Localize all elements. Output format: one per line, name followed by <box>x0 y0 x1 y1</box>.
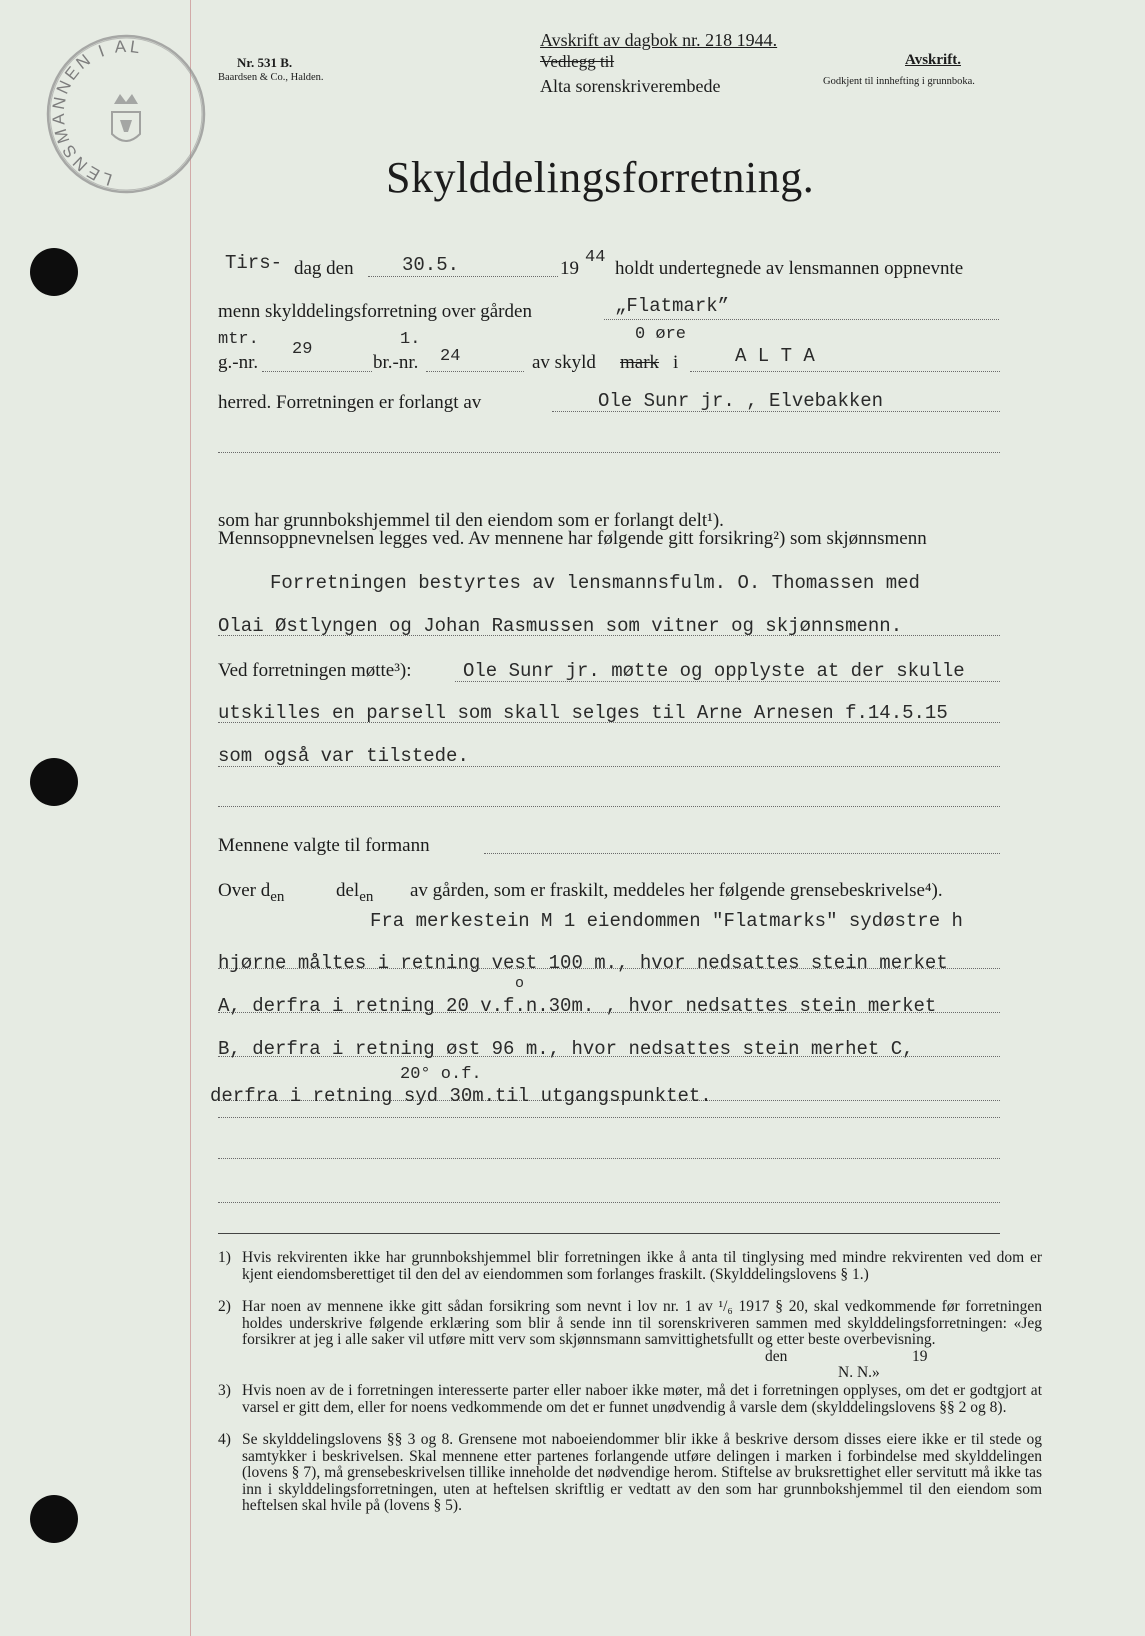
form-text: som har grunnbokshjemmel til den eiendom som er forlangt delt¹). <box>218 510 724 531</box>
form-text: Mennsoppnevnelsen legges ved. Av mennene har følgende gitt forsikring²) som skjønnsmenn <box>218 528 927 549</box>
footnote-mark: 4) <box>218 1431 231 1448</box>
form-text: holdt undertegnede av lensmannen oppnevnte <box>615 258 964 279</box>
meeting-date: 30.5. <box>402 254 460 276</box>
skyld-label: av skyld <box>532 352 596 373</box>
form-text: av gården, som er fraskilt, meddeles her følgende grensebeskrivelse⁴). <box>410 880 943 901</box>
bnr-sup: 1. <box>400 330 421 349</box>
svg-text:LENSMANNEN I ALTA <box>42 30 144 198</box>
mtr-note: mtr. <box>218 330 259 349</box>
form-text: Ved forretningen møtte³): <box>218 660 412 681</box>
year-prefix: 19 <box>560 258 579 279</box>
punch-hole <box>30 248 78 296</box>
footnote-text: Hvis rekvirenten ikke har grunnbokshjemmel blir forretningen ikke å anta til tinglysing med mindre rekvirenten ved dom er kjent eiendomsberettiget til den del av eiendommen som forlanges fraskilt. (Skylddelingslovens § 1.) <box>242 1249 1042 1283</box>
margin-rule <box>190 0 191 1636</box>
footnote-year: 19 <box>912 1348 928 1365</box>
typed-line: Olai Østlyngen og Johan Rasmussen som vitner og skjønnsmenn. <box>218 615 903 637</box>
footnote-text: Hvis noen av de i forretningen interesserte parter eller naboer ikke møter, må det i forretningen opplyses, om det er godtgjort at varsel er gitt dem, eller for noens vedkommende om det er funnet unødvendig å varsle dem (skylddelingslovens §§ 2 og 8). <box>242 1382 1042 1416</box>
boundary-line: derfra i retning syd 30m.til utgangspunktet. <box>210 1085 712 1107</box>
form-text: Over $d_{en}$ <box>218 880 285 905</box>
page-title: Skylddelingsforretning. <box>386 153 815 202</box>
weekday-prefix: Tirs- <box>225 252 283 274</box>
typed-line: som også var tilstede. <box>218 745 469 767</box>
degree-mark: o <box>515 975 525 992</box>
form-text: herred. Forretningen er forlangt av <box>218 392 482 413</box>
footnote-nn: N. N.» <box>838 1364 880 1381</box>
gnr-label: g.-nr. <box>218 352 259 373</box>
footnote-divider <box>218 1233 1000 1234</box>
punch-hole <box>30 758 78 806</box>
bnr-label: br.-nr. <box>373 352 419 373</box>
stamp-text: LENSMANNEN I ALTA <box>48 36 143 190</box>
footnote-mark: 3) <box>218 1382 231 1399</box>
skyld-value: 0 øre <box>635 325 687 344</box>
footnote-den: den <box>765 1348 788 1365</box>
avskrift-title: Avskrift. <box>905 52 961 68</box>
form-text: menn skylddelingsforretning over gården <box>218 301 532 322</box>
boundary-line: Fra merkestein M 1 eiendommen "Flatmarks" sydøstre h <box>370 910 963 932</box>
gnr-value: 29 <box>292 340 313 359</box>
footnote-text: Har noen av mennene ikke gitt sådan forsikring som nevnt i lov nr. 1 av ¹/₆ 1917 § 20, skal vedkommende før forretningen holdes underskrive følgende erklæring som blir å sende inn til sorenskriveren sammen med skylddelingsforretningen: «Jeg forsikrer at jeg i alle saker vil utføre mitt verv som skjønnsmann samvittighetsfullt og etter beste overbevisning. <box>242 1298 1042 1349</box>
municipality: A L T A <box>735 345 815 367</box>
punch-hole <box>30 1495 78 1543</box>
farm-name: „Flatmark” <box>615 295 730 317</box>
form-text: i <box>673 352 679 373</box>
footnote-text: Se skylddelingslovens §§ 3 og 8. Grensene mot naboeiendommer blir ikke å beskrive dersom disses eiere ikke er til stede og samtykker i beskrivelsen. Skal mennene etter partenes forlangende utføre delingen i marken i forbindelse med skylddelingen (lovens § 7), må grensebeskrivelsen tillike inneholde det nødvendige herom. Stiftelse av bruksrettighet eller servitutt må ikke tas inn i skylddelingsforretningen, uten at heftelsen skriftlig er vedtatt av den som har grunnbokshjemmel til den eiendom som heftelsen skal hvile på (lovens § 5). <box>242 1431 1042 1515</box>
requester: Ole Sunr jr. , Elvebakken <box>598 390 884 412</box>
form-text: Mennene valgte til formann <box>218 835 430 856</box>
typed-line: Forretningen bestyrtes av lensmannsfulm. O. Thomassen med <box>270 572 920 594</box>
office-name: Alta sorenskriverembede <box>540 76 721 96</box>
bnr-value: 24 <box>440 347 461 366</box>
boundary-line: B, derfra i retning øst 96 m., hvor nedsattes stein merhet C, <box>218 1038 914 1060</box>
form-text: dag den <box>294 258 354 279</box>
year-suffix: 44 <box>585 248 606 267</box>
form-number: Nr. 531 B. <box>237 55 293 70</box>
typed-line: utskilles en parsell som skall selges til Arne Arnesen f.14.5.15 <box>218 702 948 724</box>
boundary-line: A, derfra i retning 20 v.f.n.30m. , hvor nedsattes stein merket <box>218 995 937 1017</box>
approved-note: Godkjent til innhefting i grunnboka. <box>823 76 975 87</box>
appendix-struck: Vedlegg til <box>540 52 615 71</box>
coat-of-arms-icon <box>112 94 140 141</box>
boundary-insert: 20° o.f. <box>400 1065 482 1084</box>
diary-copy-line: Avskrift av dagbok nr. 218 1944. <box>540 30 778 50</box>
boundary-line: hjørne måltes i retning vest 100 m., hvor nedsattes stein merket <box>218 952 948 974</box>
footnote-mark: 2) <box>218 1298 231 1315</box>
printer-name: Baardsen & Co., Halden. <box>218 72 324 83</box>
typed-line: Ole Sunr jr. møtte og opplyste at der skulle <box>463 660 965 682</box>
lensmann-stamp <box>42 30 210 198</box>
footnote-mark: 1) <box>218 1249 231 1266</box>
form-text: del$_{en}$ <box>336 880 374 905</box>
mark-struck: mark <box>620 352 660 373</box>
